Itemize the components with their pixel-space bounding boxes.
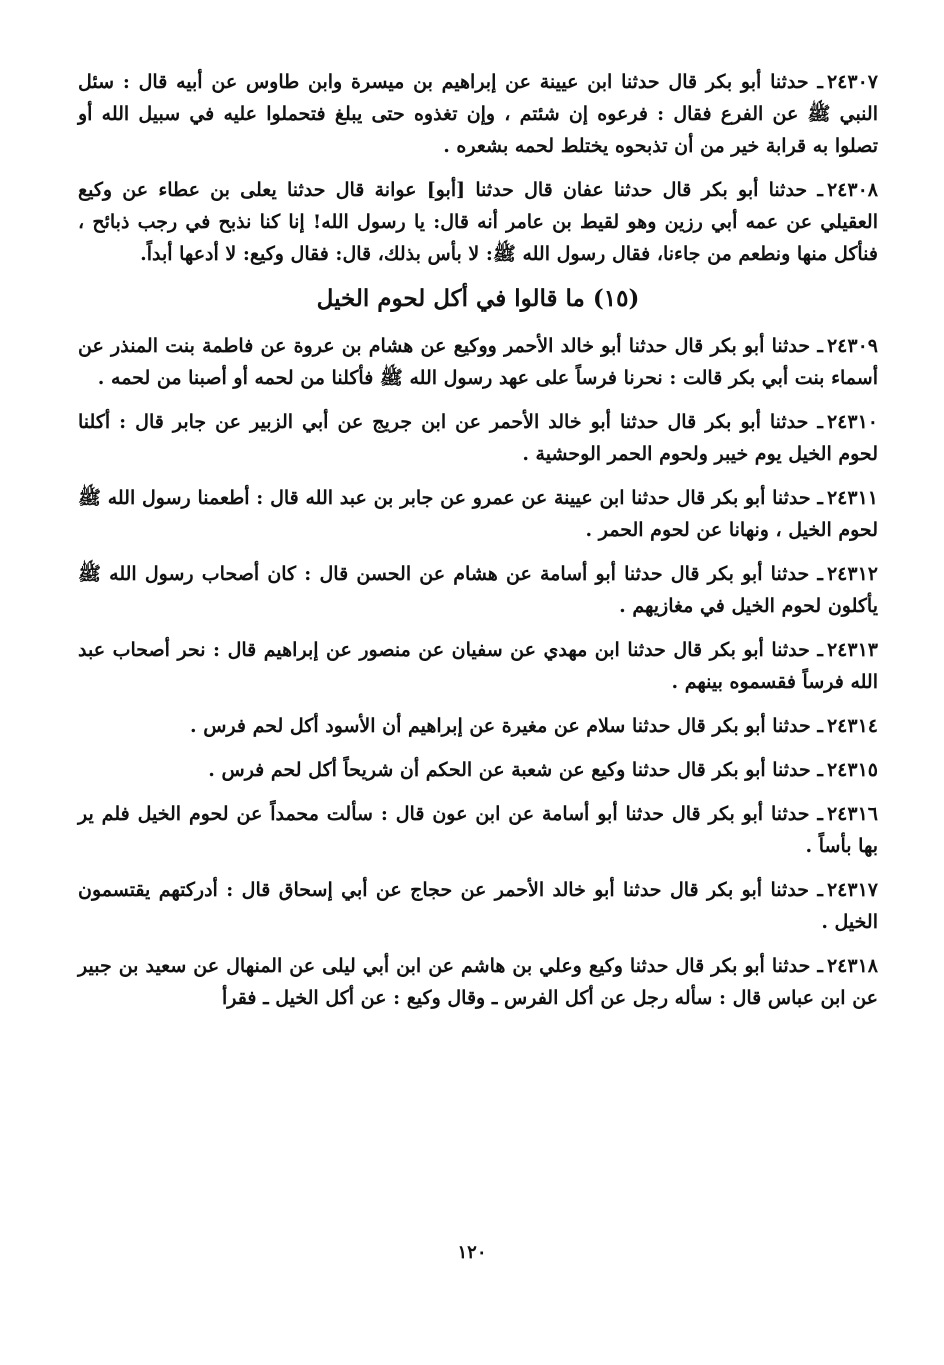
hadith-text: ـ حدثنا أبو بكر قال حدثنا أبو أسامة عن ابن عون قال : سألت محمداً عن لحوم الخيل فلم ير بها بأساً . [78, 803, 878, 857]
hadith-number: ٢٤٣١٦ [826, 803, 878, 825]
hadith-text: ـ حدثنا أبو بكر قال حدثنا سلام عن مغيرة عن إبراهيم أن الأسود أكل لحم فرس . [189, 715, 823, 737]
hadith-number: ٢٤٣٠٨ [826, 179, 878, 201]
hadith-text: ـ حدثنا أبو بكر قال حدثنا ابن مهدي عن سفيان عن منصور عن إبراهيم قال : نحر أصحاب عبد الله فرساً فقسموه بينهم . [78, 639, 878, 693]
hadith-number: ٢٤٣١٨ [826, 955, 878, 977]
hadith-entry [78, 634, 878, 698]
hadith-text: ـ حدثنا أبو بكر قال حدثنا أبو خالد الأحمر عن ابن جريج عن أبي الزبير عن جابر قال : أكلنا لحوم الخيل يوم خيبر ولحوم الحمر الوحشية . [78, 411, 878, 465]
hadith-text: ـ حدثنا أبو بكر قال حدثنا وكيع عن شعبة عن الحكم أن شريحاً أكل لحم فرس . [208, 759, 823, 781]
hadith-entry [78, 798, 878, 862]
hadith-number: ٢٤٣١٣ [826, 639, 878, 661]
hadith-entry [78, 66, 878, 162]
hadith-text: ـ حدثنا أبو بكر قال حدثنا أبو أسامة عن هشام عن الحسن قال : كان أصحاب رسول الله ﷺ يأكلون لحوم الخيل في مغازيهم . [78, 563, 878, 617]
page-body [78, 66, 878, 1026]
hadith-number: ٢٤٣٠٩ [826, 335, 878, 357]
hadith-entry [78, 558, 878, 622]
hadith-entry [78, 482, 878, 546]
hadith-number: ٢٤٣١٥ [826, 759, 878, 781]
hadith-number: ٢٤٣٠٧ [826, 71, 878, 93]
hadith-number: ٢٤٣١٤ [826, 715, 878, 737]
chapter-title: (١٥) ما قالوا في أكل لحوم الخيل [316, 285, 640, 312]
hadith-entry [78, 710, 878, 742]
hadith-text: ـ حدثنا أبو بكر قال حدثنا ابن عيينة عن إبراهيم بن ميسرة وابن طاوس عن أبيه قال : سئل النبي ﷺ عن الفرع فقال : فرعوه إن شئتم ، وإن تغذوه حتى يبلغ فتحملوا عليه في سبيل الله أو تصلوا به قرابة خير من أن تذبحوه يختلط لحمه بشعره . [78, 71, 878, 157]
hadith-text: ـ حدثنا أبو بكر قال حدثنا عفان قال حدثنا [أبو] عوانة قال حدثنا يعلى بن عطاء عن وكيع العقيلي عن عمه أبي رزين وهو لقيط بن عامر أنه قال: يا رسول الله! إنا كنا نذبح في رجب ذبائح ، فنأكل منها ونطعم من جاءنا، فقال رسول الله ﷺ: لا بأس بذلك، قال: فقال وكيع: لا أدعها أبداً. [78, 179, 878, 265]
hadith-text: ـ حدثنا أبو بكر قال حدثنا وكيع وعلي بن هاشم عن ابن أبي ليلى عن المنهال عن سعيد بن جبير عن ابن عباس قال : سأله رجل عن أكل الفرس ـ وقال وكيع : عن أكل الخيل ـ فقرأ [78, 955, 878, 1009]
hadith-text: ـ حدثنا أبو بكر قال حدثنا أبو خالد الأحمر عن حجاج عن أبي إسحاق قال : أدركتهم يقتسمون الخيل . [78, 879, 878, 933]
hadith-entry [78, 754, 878, 786]
hadith-entry [78, 330, 878, 394]
hadith-number: ٢٤٣١٢ [826, 563, 878, 585]
entries-after [78, 330, 878, 1014]
entries-before [78, 66, 878, 270]
hadith-text: ـ حدثنا أبو بكر قال حدثنا أبو خالد الأحمر ووكيع عن هشام بن عروة عن فاطمة بنت المنذر عن أسماء بنت أبي بكر قالت : نحرنا فرساً على عهد رسول الله ﷺ فأكلنا من لحمه أو أصبنا من لحمه . [78, 335, 878, 389]
hadith-entry [78, 874, 878, 938]
hadith-entry [78, 406, 878, 470]
hadith-number: ٢٤٣١١ [826, 487, 878, 509]
hadith-number: ٢٤٣١٧ [826, 879, 878, 901]
hadith-entry [78, 950, 878, 1014]
hadith-number: ٢٤٣١٠ [826, 411, 878, 433]
page-number: ١٢٠ [457, 1242, 487, 1263]
hadith-text: ـ حدثنا أبو بكر قال حدثنا ابن عيينة عن عمرو عن جابر بن عبد الله قال : أطعمنا رسول الله ﷺ لحوم الخيل ، ونهانا عن لحوم الحمر . [78, 487, 878, 541]
hadith-entry [78, 174, 878, 270]
